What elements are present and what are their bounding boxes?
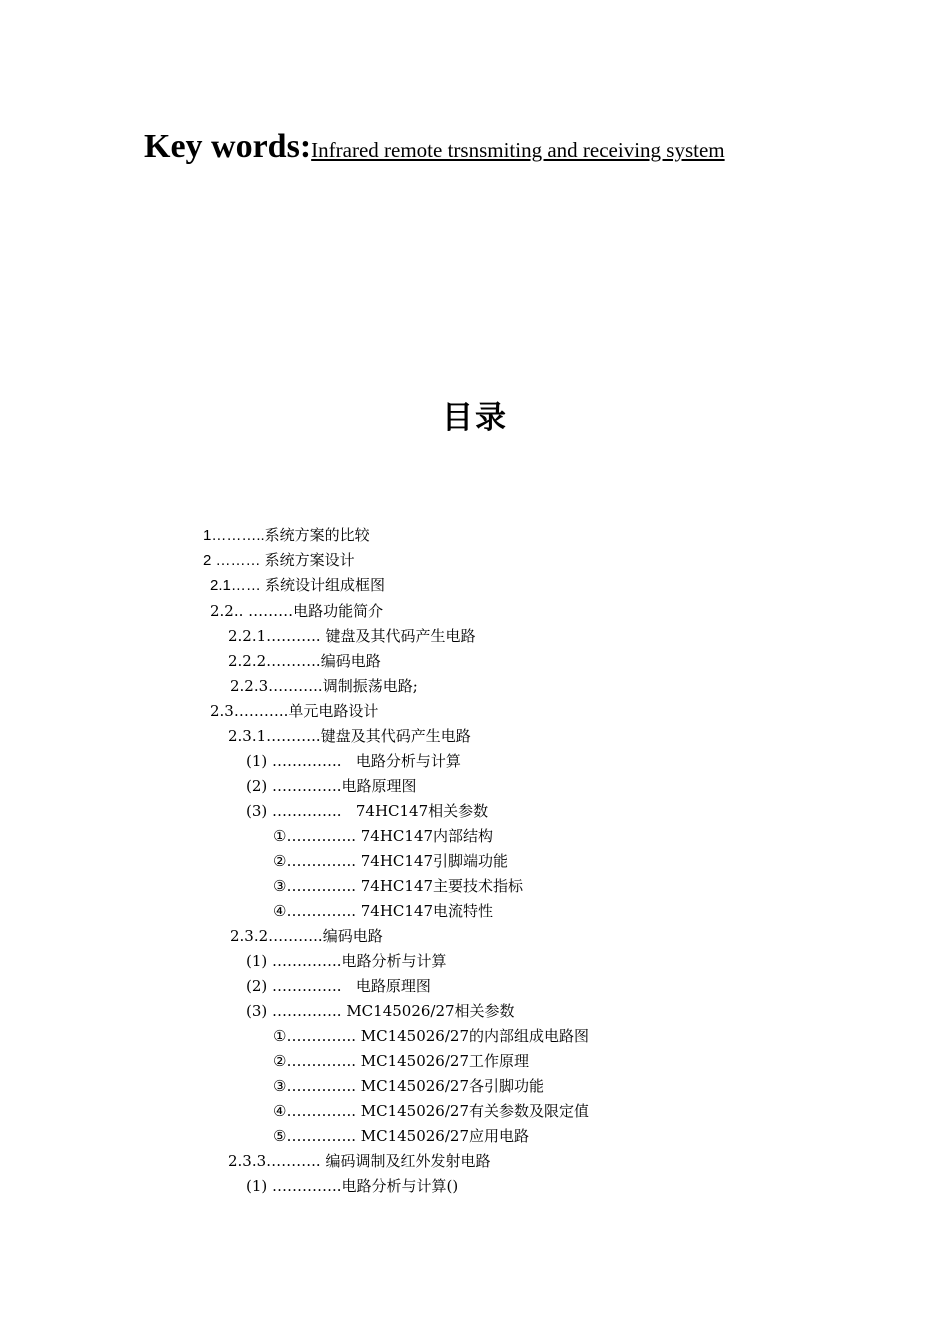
toc-entry-2-3-1-c1: ①………….. 74HC147内部结构 (273, 827, 494, 845)
toc-entry-2-2: 2.2.. ………电路功能简介 (210, 602, 384, 620)
toc-entry-2-3-2-c2: ②………….. MC145026/27工作原理 (273, 1052, 529, 1070)
toc-entry-2: 2 ……… 系统方案设计 (203, 552, 355, 569)
toc-entry-2-2-2: 2.2.2………..编码电路 (228, 652, 381, 670)
toc-entry-2-3-3: 2.3.3……….. 编码调制及红外发射电路 (228, 1152, 491, 1170)
keywords-label: Key words: (144, 128, 312, 165)
toc-entry-2-3-2: 2.3.2………..编码电路 (230, 927, 383, 945)
toc-entry-2-1: 2.1…… 系统设计组成框图 (210, 577, 386, 594)
toc-entry-2-3-1-c3: ③………….. 74HC147主要技术指标 (273, 877, 524, 895)
toc-entry-1: 1………..系统方案的比较 (203, 527, 370, 544)
toc-entry-2-3-1-c: (3) ………….. 74HC147相关参数 (246, 802, 489, 820)
toc-entry-2-2-3: 2.2.3………..调制振荡电路; (230, 677, 418, 695)
keywords-line (144, 128, 725, 166)
toc-entry-2-3-2-a: (1) …………..电路分析与计算 (246, 952, 447, 970)
toc-entry-2-3-3-a: (1) …………..电路分析与计算() (246, 1177, 459, 1195)
toc-entry-2-3-1-c4: ④………….. 74HC147电流特性 (273, 902, 494, 920)
toc-entry-2-3-2-c3: ③………….. MC145026/27各引脚功能 (273, 1077, 544, 1095)
keywords-value: Infrared remote trsnsmiting and receiving system (311, 138, 725, 162)
toc-entry-2-3-2-c: (3) ………….. MC145026/27相关参数 (246, 1002, 515, 1020)
toc-entry-2-3-1-c2: ②………….. 74HC147引脚端功能 (273, 852, 509, 870)
toc-entry-2-3-2-c4: ④………….. MC145026/27有关参数及限定值 (273, 1102, 589, 1120)
toc-entry-2-3-1-b: (2) …………..电路原理图 (246, 777, 417, 795)
toc-entry-2-3-1: 2.3.1………..键盘及其代码产生电路 (228, 727, 471, 745)
toc-title: 目录 (442, 400, 508, 436)
toc-entry-2-3-2-b: (2) ………….. 电路原理图 (246, 977, 431, 995)
toc-entry-2-3: 2.3………..单元电路设计 (210, 702, 379, 720)
toc-entry-2-3-1-a: (1) ………….. 电路分析与计算 (246, 752, 461, 770)
toc-entry-2-2-1: 2.2.1……….. 键盘及其代码产生电路 (228, 627, 476, 645)
toc-entry-2-3-2-c5: ⑤………….. MC145026/27应用电路 (273, 1127, 529, 1145)
toc-entry-2-3-2-c1: ①………….. MC145026/27的内部组成电路图 (273, 1027, 589, 1045)
